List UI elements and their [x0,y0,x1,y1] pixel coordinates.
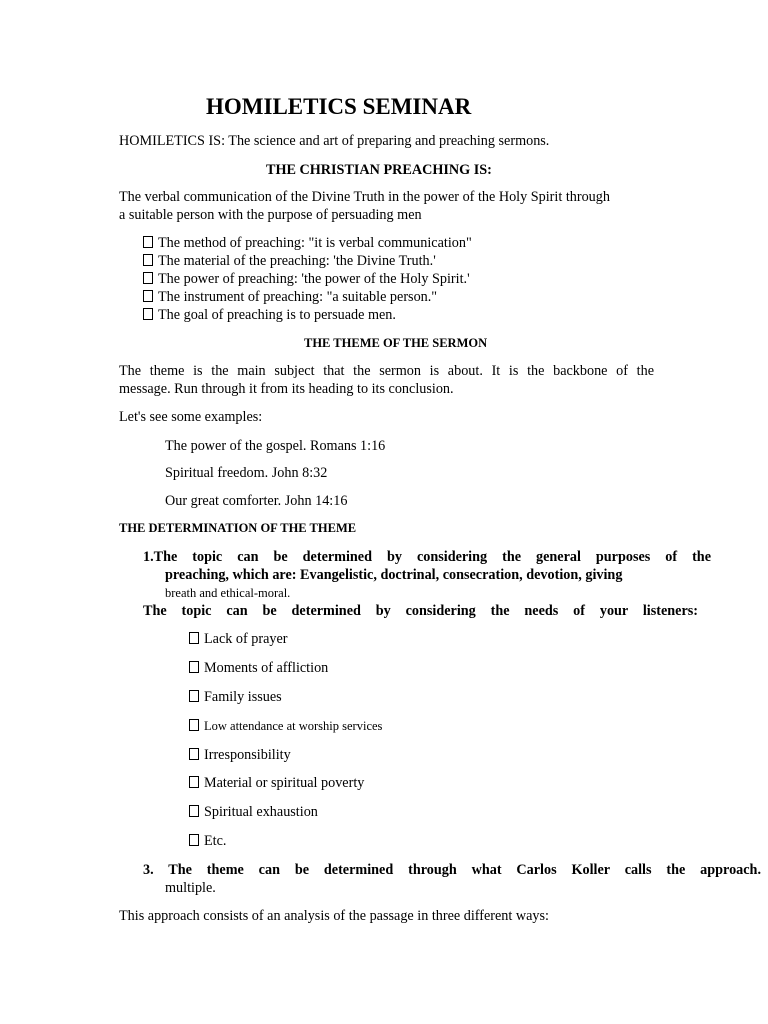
preaching-para-line1: The verbal communication of the Divine Truth in the power of the Holy Spirit through [119,189,610,205]
checkbox-glyph-icon [189,805,199,817]
needs-bullet: Irresponsibility [189,746,291,764]
document-title: HOMILETICS SEMINAR [206,94,472,119]
preaching-bullet: The method of preaching: "it is verbal communication" [143,234,472,252]
checkbox-glyph-icon [143,308,153,320]
needs-bullet: Spiritual exhaustion [189,803,318,821]
example-item: Spiritual freedom. John 8:32 [165,465,328,481]
item2-line: The topic can be determined by considering the needs of your listeners: [143,603,698,619]
item1-line1: 1.The topic can be determined by considering the general purposes of the [143,549,711,565]
checkbox-glyph-icon [189,719,199,731]
example-item: Our great comforter. John 14:16 [165,493,348,509]
needs-bullet: Family issues [189,688,282,706]
preaching-bullet: The instrument of preaching: "a suitable person." [143,288,437,306]
checkbox-glyph-icon [189,748,199,760]
example-item: The power of the gospel. Romans 1:16 [165,438,386,454]
needs-bullet: Lack of prayer [189,630,288,648]
heading-theme-of-sermon: THE THEME OF THE SERMON [304,336,488,350]
checkbox-glyph-icon [143,254,153,266]
item1-line3: breath and ethical-moral. [165,586,291,600]
checkbox-glyph-icon [189,690,199,702]
theme-para-line2: message. Run through it from its heading to its conclusion. [119,381,454,397]
checkbox-glyph-icon [189,776,199,788]
checkbox-glyph-icon [189,632,199,644]
preaching-bullet: The material of the preaching: 'the Divine Truth.' [143,252,436,270]
needs-bullet: Low attendance at worship services [189,717,382,735]
checkbox-glyph-icon [189,834,199,846]
closing-sentence: This approach consists of an analysis of the passage in three different ways: [119,908,549,924]
theme-para-line1: The theme is the main subject that the sermon is about. It is the backbone of the [119,363,654,379]
checkbox-glyph-icon [143,290,153,302]
preaching-bullet: The power of preaching: 'the power of the Holy Spirit.' [143,270,470,288]
checkbox-glyph-icon [143,272,153,284]
checkbox-glyph-icon [189,661,199,673]
examples-intro: Let's see some examples: [119,409,263,425]
item3-line1: 3. The theme can be determined through what Carlos Koller calls the approach. [143,862,761,878]
item3-line2: multiple. [165,880,216,896]
heading-christian-preaching: THE CHRISTIAN PREACHING IS: [266,162,492,178]
checkbox-glyph-icon [143,236,153,248]
needs-bullet: Moments of affliction [189,659,328,677]
needs-bullet: Material or spiritual poverty [189,774,364,792]
needs-bullet: Etc. [189,832,226,850]
preaching-bullet: The goal of preaching is to persuade men. [143,306,396,324]
item1-line2: preaching, which are: Evangelistic, doctrinal, consecration, devotion, giving [165,567,623,583]
heading-determination-of-theme: THE DETERMINATION OF THE THEME [119,521,357,535]
homiletics-definition: HOMILETICS IS: The science and art of preparing and preaching sermons. [119,133,550,149]
preaching-para-line2: a suitable person with the purpose of persuading men [119,207,422,223]
